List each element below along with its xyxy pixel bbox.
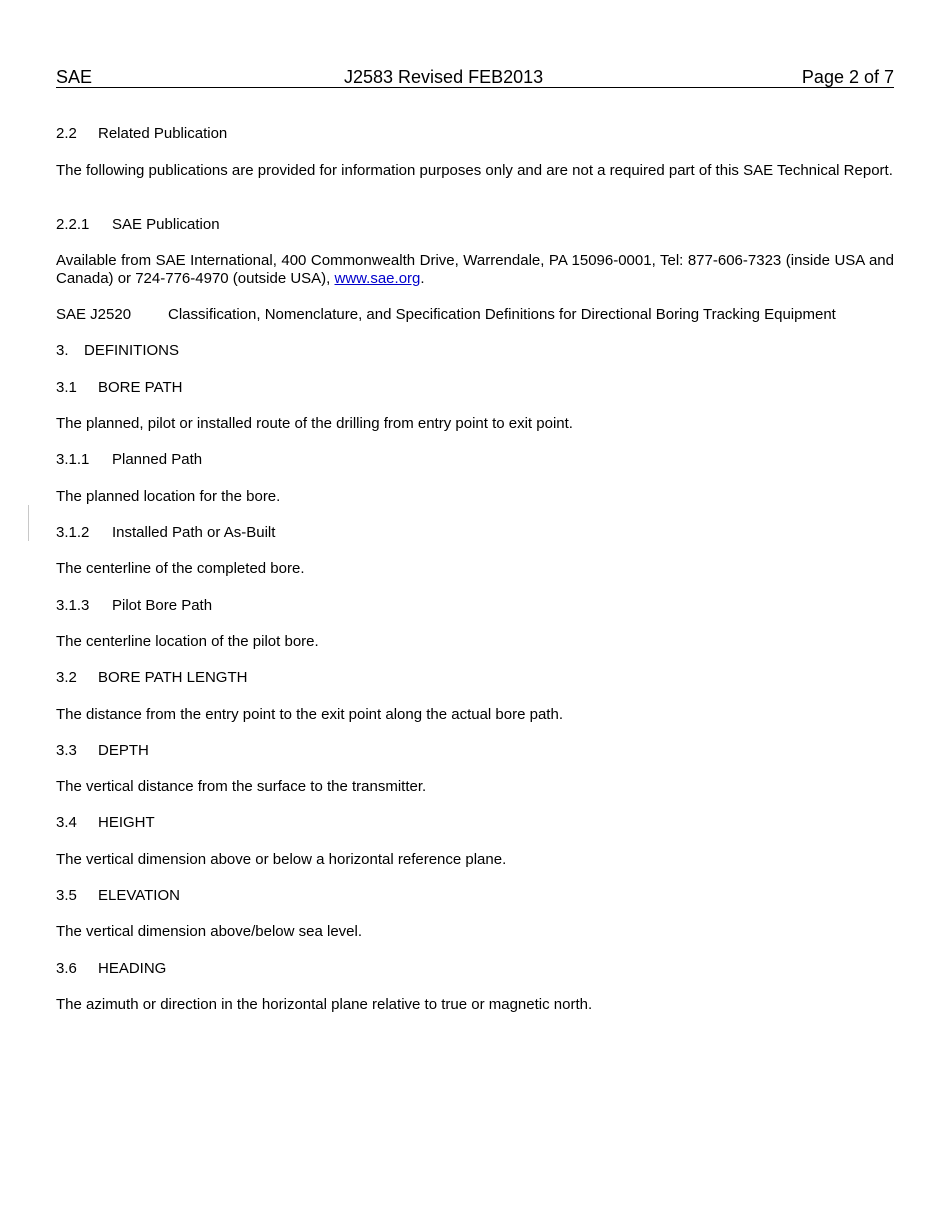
- paragraph-end: .: [420, 270, 425, 287]
- section-number: 3.2: [56, 669, 77, 686]
- section-title: HEADING: [98, 960, 167, 977]
- section-heading-3-6: [56, 960, 894, 978]
- revision-change-bar: [28, 505, 29, 541]
- section-number: 3.3: [56, 742, 77, 759]
- paragraph-3-1-3: The centerline location of the pilot bore.: [56, 633, 319, 650]
- paragraph-text: Available from SAE International, 400 Commonwealth Drive, Warrendale, PA 15096-0001, Tel: 877-606-7323 (inside USA and Canada) or 724-776-4970 (outside USA),: [56, 252, 894, 287]
- section-title: BORE PATH LENGTH: [98, 669, 248, 686]
- section-number: 3.4: [56, 814, 77, 831]
- section-title: DEFINITIONS: [84, 342, 180, 359]
- reference-entry: [56, 306, 894, 324]
- section-heading-3-1-1: [56, 451, 894, 469]
- section-title: Installed Path or As-Built: [112, 524, 276, 541]
- section-title: Planned Path: [112, 451, 203, 468]
- section-title: DEPTH: [98, 742, 149, 759]
- section-number: 3.: [56, 342, 69, 359]
- section-number: 3.5: [56, 887, 77, 904]
- section-heading-2-2-1: [56, 216, 894, 234]
- section-heading-3-1-3: [56, 597, 894, 615]
- section-heading-3: [56, 342, 894, 360]
- section-title: ELEVATION: [98, 887, 180, 904]
- section-number: 3.1.3: [56, 597, 90, 614]
- paragraph-3-3: The vertical distance from the surface to the transmitter.: [56, 778, 427, 795]
- reference-id: SAE J2520: [56, 306, 132, 323]
- section-heading-3-4: [56, 814, 894, 832]
- page-header: [56, 67, 894, 88]
- section-heading-3-2: [56, 669, 894, 687]
- section-title: Pilot Bore Path: [112, 597, 213, 614]
- section-number: 3.1: [56, 379, 77, 396]
- paragraph-3-6: The azimuth or direction in the horizontal plane relative to true or magnetic north.: [56, 996, 593, 1013]
- section-number: 2.2: [56, 125, 77, 142]
- section-title: BORE PATH: [98, 379, 183, 396]
- header-org: SAE: [56, 67, 93, 87]
- section-number: 3.1.1: [56, 451, 90, 468]
- section-heading-3-3: [56, 742, 894, 760]
- reference-title: Classification, Nomenclature, and Specification Definitions for Directional Boring Tracking Equipment: [168, 306, 836, 323]
- section-heading-3-1-2: [56, 524, 894, 542]
- section-number: 3.1.2: [56, 524, 90, 541]
- paragraph-3-4: The vertical dimension above or below a horizontal reference plane.: [56, 851, 507, 868]
- section-title: Related Publication: [98, 125, 228, 142]
- paragraph-2-2-1: [56, 252, 894, 288]
- header-page-number: Page 2 of 7: [801, 67, 894, 87]
- header-document-id: J2583 Revised FEB2013: [344, 67, 544, 87]
- section-heading-3-1: [56, 379, 894, 397]
- paragraph-3-5: The vertical dimension above/below sea level.: [56, 923, 362, 940]
- section-number: 2.2.1: [56, 216, 90, 233]
- paragraph-3-1-2: The centerline of the completed bore.: [56, 560, 305, 577]
- paragraph-3-2: The distance from the entry point to the exit point along the actual bore path.: [56, 706, 563, 723]
- section-heading-2-2: [56, 125, 894, 143]
- paragraph-3-1-1: The planned location for the bore.: [56, 488, 281, 505]
- paragraph-2-2: The following publications are provided for information purposes only and are not a required part of this SAE Technical Report.: [56, 162, 893, 179]
- paragraph-3-1: The planned, pilot or installed route of the drilling from entry point to exit point.: [56, 415, 573, 432]
- sae-website-link[interactable]: www.sae.org: [334, 270, 421, 287]
- section-heading-3-5: [56, 887, 894, 905]
- section-title: HEIGHT: [98, 814, 155, 831]
- section-title: SAE Publication: [112, 216, 220, 233]
- section-number: 3.6: [56, 960, 77, 977]
